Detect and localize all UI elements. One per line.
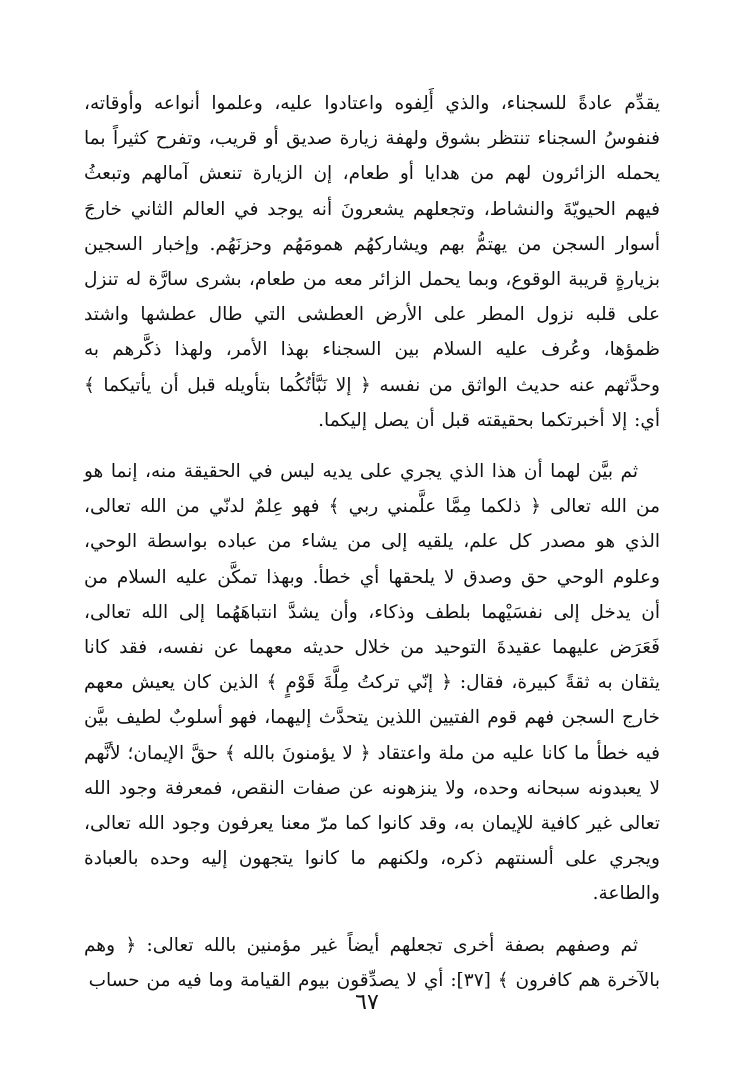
paragraph-2: ثم بيَّن لهما أن هذا الذي يجري على يديه ليس في الحقيقة منه، إنما هو من الله تعالى ﴿ ذلكما مِمَّا علَّمني ربي ﴾ فهو عِلمٌ لدنّي من الله تعالى، الذي هو مصدر كل علم، يلقيه إلى من يشاء من عباده بواسطة الوحي، وعلوم الوحي حق وصدق لا يلحقها أي خطأ. وبهذا تمكَّن عليه السلام من أن يدخل إلى نفسَيْهما بلطف وذكاء، وأن يشدَّ انتباهَهُما إلى الله تعالى، فَعَرَض عليهما عقيدةَ التوحيد من خلال حديثه معهما عن نفسه، فقد كانا يثقان به ثقةً كبيرة، فقال: ﴿ إنّي تركتُ مِلَّةَ قَوْمٍ ﴾ الذين كان يعيش معهم خارج السجن فهم قوم الفتيين اللذين يتحدَّث إليهما، فهو أسلوبٌ لطيف بيَّن فيه خطأ ما كانا عليه من ملة واعتقاد ﴿ لا يؤمنونَ بالله ﴾ حقَّ الإيمان؛ لأنَّهم لا يعبدونه سبحانه وحده، ولا ينزهونه عن صفات النقص، فمعرفة وجود الله تعالى غير كافية للإيمان به، وقد كانوا كما مرّ معنا يعرفون وجود الله تعالى، ويجري على ألسنتهم ذكره، ولكنهم ما كانوا يتجهون إليه وحده بالعبادة والطاعة. <box>84 461 660 905</box>
page-body <box>84 86 660 998</box>
page-number: ٦٧ <box>355 990 379 1015</box>
paragraph-1: يقدِّم عادةً للسجناء، والذي أَلِفوه واعتادوا عليه، وعلموا أنواعه وأوقاته، فنفوسُ السجناء تنتظر بشوق ولهفة زيارة صديق أو قريب، وتفرح كثيراً بما يحمله الزائرون لهم من هدايا أو طعام، إن الزيارة تنعش آمالهم وتبعثُ فيهم الحيويّةَ والنشاط، وتجعلهم يشعرونَ أنه يوجد في العالم الثاني خارجَ أسوار السجن من يهتمُّ بهم ويشاركهُم همومَهُم وحزنَهُم. وإخبار السجين بزيارةٍ قريبة الوقوع، وبما يحمل الزائر معه من طعام، بشرى سارَّة له تنزل على قلبه نزول المطر على الأرض العطشى التي طال عطشها واشتد ظمؤها، وعُرف عليه السلام بين السجناء بهذا الأمر، ولهذا ذكَّرهم به وحدَّثهم عنه حديث الواثق من نفسه ﴿ إلا نَبَّأتُكُما بتأويله قبل أن يأتيكما ﴾ أي: إلا أخبرتكما بحقيقته قبل أن يصل إليكما. <box>84 93 660 431</box>
paragraph-3: ثم وصفهم بصفة أخرى تجعلهم أيضاً غير مؤمنين بالله تعالى: ﴿ وهم بالآخرة هم كافرون ﴾ [٣٧]: أي لا يصدِّقون بيوم القيامة وما فيه من حساب <box>84 934 660 991</box>
